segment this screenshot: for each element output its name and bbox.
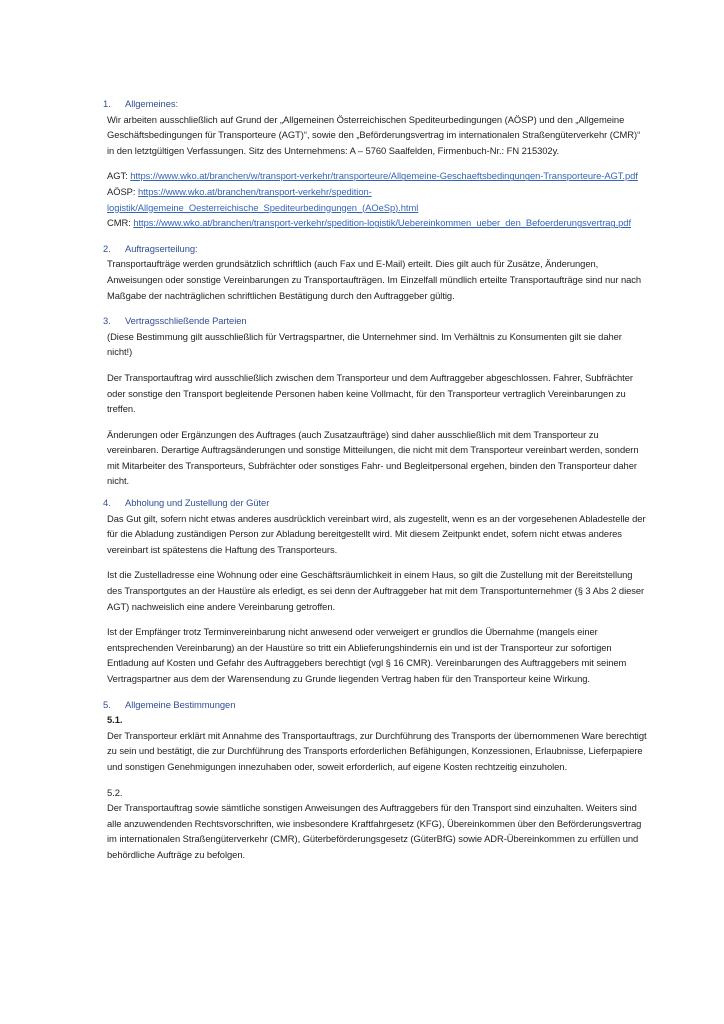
- paragraph: Ist der Empfänger trotz Terminvereinbarung nicht anwesend oder verweigert er grundlos die Übernahme (mangels einer entsprechenden Vereinbarung) an der Haustüre so tritt ein Ablieferungshindernis ein und ist der Transporteur zur sofortigen Entladung auf Kosten und Gefahr des Auftraggebers berechtigt (vgl § 16 CMR). Vereinbarungen des Auftraggebers mit seinem Vertragspartner aus dem der Warensendung zu Grunde liegenden Vertrag haben für den Transporteur keine Wirkung.: [107, 626, 627, 684]
- aosp-link[interactable]: https://www.wko.at/branchen/transport-verkehr/spedition-logistik/Allgemeine_Oesterreichische_Spediteurbedingungen_(AOeSp).html: [107, 185, 419, 213]
- section-number: 5.: [103, 698, 111, 710]
- subsection-number: 5.2.: [107, 786, 123, 798]
- link-label: AGT:: [107, 170, 128, 182]
- section-title: Auftragserteilung:: [125, 242, 198, 254]
- section-number: 4.: [103, 497, 111, 509]
- paragraph: Wir arbeiten ausschließlich auf Grund der „Allgemeinen Österreichischen Spediteurbedingungen (AÖSP) und den „Allgemeine Geschäftsbedingungen für Transporteure (AGT)“, sowie den „Beförderungsvertrag im internationalen Straßengüterverkehr (CMR)“ in den letztgültigen Verfassungen. Sitz des Unternehmens: A – 5760 Saalfelden, Firmenbuch-Nr.: FN 215302y.: [107, 113, 641, 156]
- section-heading-5: [103, 697, 647, 713]
- paragraph: Der Transportauftrag sowie sämtliche sonstigen Anweisungen des Auftraggebers für den Transport sind einzuhalten. Weiters sind alle anzuwendenden Rechtsvorschriften, wie insbesondere Kraftfahrgesetz (KFG), Übereinkommen über den Beförderungsvertrag im internationalen Straßengüterverkehr (CMR), Güterbeförderungsgesetz (GüterBfG) sowie ADR-Übereinkommen zu erfüllen und behördliche Aufträge zu befolgen.: [107, 802, 642, 860]
- section-heading-4: [103, 495, 647, 511]
- link-cmr: [107, 215, 647, 231]
- paragraph: Transportaufträge werden grundsätzlich schriftlich (auch Fax und E-Mail) erteilt. Dies gilt auch für Zusätze, Änderungen, Anweisungen oder sonstige Vereinbarungen zu Transportaufträgen. Im Einzelfall mündlich erteilte Transportaufträge sind nur nach Maßgabe der nachträglichen schriftlichen Bestätigung durch den Auftraggeber gültig.: [107, 258, 642, 301]
- link-agt: [107, 168, 647, 184]
- section-heading-1: [103, 96, 647, 112]
- section-number: 2.: [103, 242, 111, 254]
- paragraph: Änderungen oder Ergänzungen des Auftrages (auch Zusatzaufträge) sind daher ausschließlich mit dem Transporteur zu vereinbaren. Derartige Auftragsänderungen und sonstige Mitteilungen, die nicht mit dem Transporteur vereinbart werden, sondern mit Mitarbeiter des Transporteurs, Subfrächter oder sonstiges Fahr- und Begleitpersonal ergehen, binden den Transporteur daher nicht.: [107, 428, 639, 487]
- paragraph: Der Transporteur erklärt mit Annahme des Transportauftrags, zur Durchführung des Transports der übernommenen Ware berechtigt zu sein und bestätigt, die zur Durchführung des Transports erforderlichen Befähigungen, Konzessionen, Erlaubnisse, Lieferpapiere und sonstigen Genehmigungen innezuhaben oder, soweit erforderlich, auf eigene Kosten rechtzeitig einzuholen.: [107, 729, 647, 772]
- link-label: CMR:: [107, 217, 131, 229]
- document-content: [103, 96, 647, 863]
- section-heading-3: [103, 313, 647, 329]
- section-title: Allgemeines:: [125, 98, 179, 109]
- section-title: Abholung und Zustellung der Güter: [125, 497, 270, 509]
- section-number: 1.: [103, 98, 111, 109]
- paragraph: (Diese Bestimmung gilt ausschließlich für Vertragspartner, die Unternehmer sind. Im Verhältnis zu Konsumenten gilt sie daher nicht!): [107, 330, 622, 358]
- section-heading-2: [103, 241, 647, 257]
- link-label: AÖSP:: [107, 185, 136, 197]
- section-title: Vertragsschließende Parteien: [125, 315, 247, 327]
- subsection-number: 5.1.: [107, 714, 123, 726]
- paragraph: Der Transportauftrag wird ausschließlich zwischen dem Transporteur und dem Auftraggeber abgeschlossen. Fahrer, Subfrächter oder sonstige den Transport begleitende Personen haben keine Vollmacht, für den Transporteur vertraglich Vereinbarungen zu treffen.: [107, 371, 633, 415]
- section-title: Allgemeine Bestimmungen: [125, 698, 236, 710]
- paragraph: Ist die Zustelladresse eine Wohnung oder eine Geschäftsräumlichkeit in einem Haus, so gilt die Zustellung mit der Bereitstellung des Transportgutes an der Haustüre als erledigt, es sei denn der Auftraggeber hat mit dem Transportunternehmer (§ 3 Abs 2 dieser AGT) nachweislich eine andere Vereinbarung getroffen.: [107, 569, 645, 612]
- cmr-link[interactable]: https://www.wko.at/branchen/transport-verkehr/spedition-logistik/Uebereinkommen_ueber_den_Befoerderungsvertrag.pdf: [133, 217, 632, 229]
- agt-link[interactable]: https://www.wko.at/branchen/w/transport-verkehr/transporteure/Allgemeine-Geschaeftsbedingungen-Transporteure-AGT.pdf: [130, 170, 638, 182]
- paragraph: Das Gut gilt, sofern nicht etwas anderes ausdrücklich vereinbart wird, als zugestellt, wenn es an der vorgesehenen Abladestelle der für die Abladung zuständigen Person zur Abladung bereitgestellt wird. Mit diesem Zeitpunkt endet, sofern nicht etwas anderes vereinbart ist spätestens die Haftung des Transporteurs.: [107, 512, 646, 555]
- section-number: 3.: [103, 315, 111, 327]
- link-aosp: [107, 184, 647, 215]
